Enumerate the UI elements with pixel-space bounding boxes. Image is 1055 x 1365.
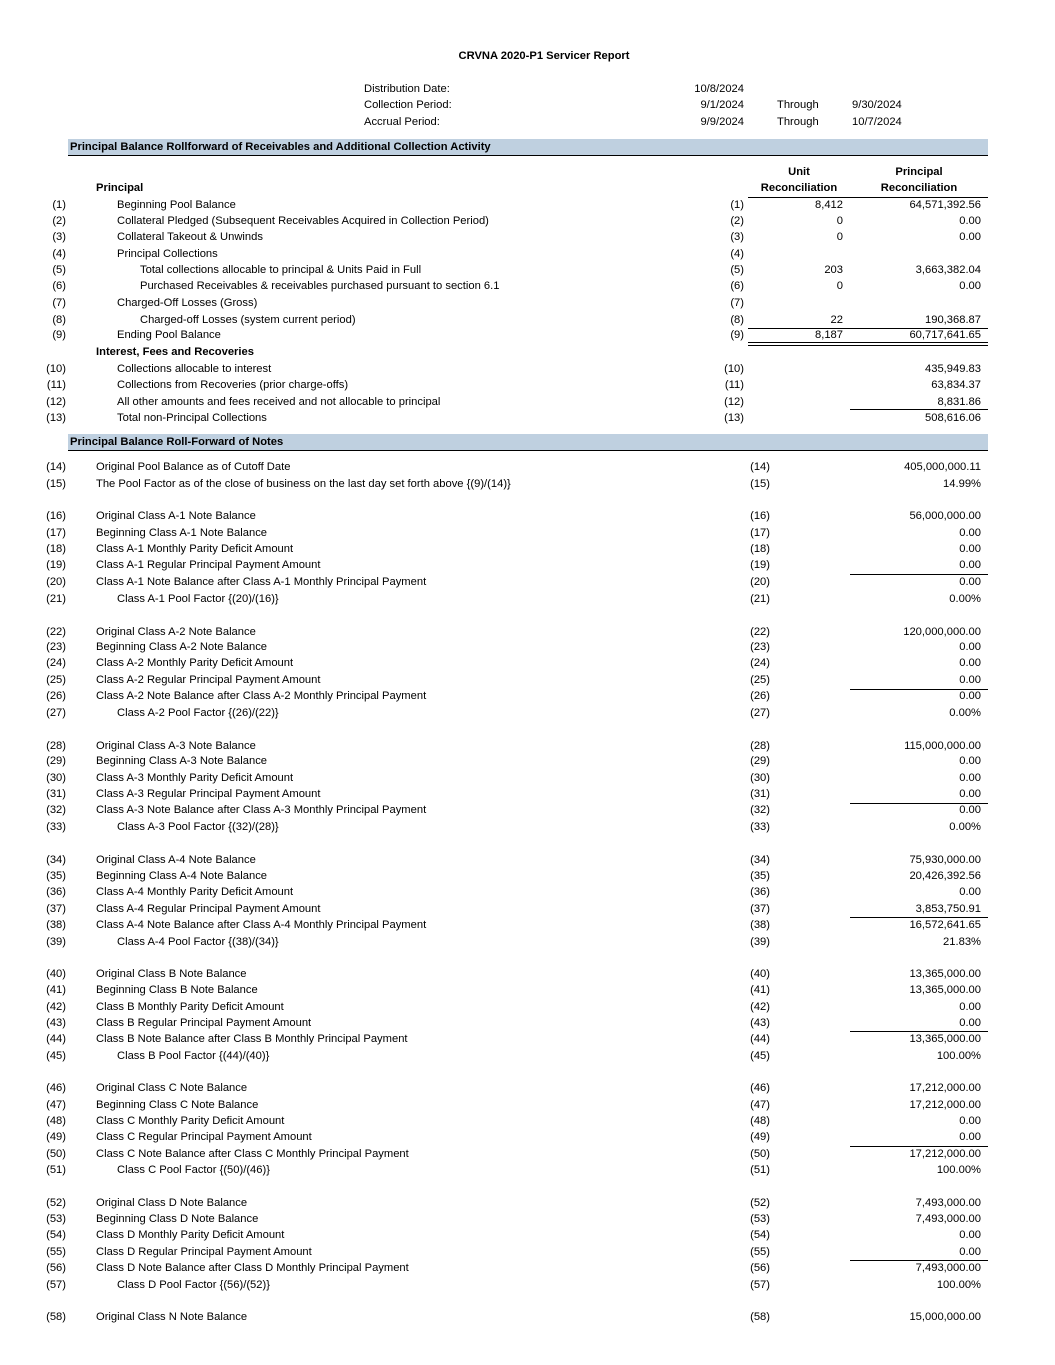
line-label: All other amounts and fees received and not allocable to principal [117, 396, 441, 408]
line-label: Class A-4 Regular Principal Payment Amount [96, 903, 321, 915]
line-number: (53) [46, 1213, 66, 1225]
collection-period-label: Collection Period: [364, 99, 452, 111]
line-ref: (16) [750, 510, 770, 522]
line-number: (36) [46, 886, 66, 898]
line-label: Original Class A-3 Note Balance [96, 740, 256, 752]
line-ref: (7) [730, 297, 744, 309]
line-label: Beginning Class A-1 Note Balance [96, 527, 268, 539]
line-label: Class B Monthly Parity Deficit Amount [96, 1001, 284, 1013]
line-label: Class A-1 Regular Principal Payment Amount [96, 559, 321, 571]
line-number: (42) [46, 1001, 66, 1013]
line-number: (50) [46, 1148, 66, 1160]
amount-value: 0.00 [959, 690, 981, 702]
distribution-date-label: Distribution Date: [364, 83, 450, 95]
principal-header-line1: Principal [895, 166, 943, 178]
class-total-rule-5 [850, 1146, 988, 1147]
amount-value: 17,212,000.00 [909, 1082, 981, 1094]
line-label: Collections allocable to interest [117, 363, 272, 375]
amount-value: 0.00 [959, 527, 981, 539]
amount-value: 0.00 [959, 755, 981, 767]
line-number: (43) [46, 1017, 66, 1029]
amount-value: 405,000,000.11 [904, 461, 981, 473]
line-number: (40) [46, 968, 66, 980]
principal-value: 190,368.87 [925, 314, 981, 326]
line-ref: (1) [730, 199, 744, 211]
amount-value: 0.00% [949, 593, 981, 605]
line-number: (54) [46, 1229, 66, 1241]
line-label: Class D Pool Factor {(56)/(52)} [117, 1279, 270, 1291]
line-label: Original Class A-4 Note Balance [96, 854, 256, 866]
line-number: (39) [46, 936, 66, 948]
line-label: Class A-4 Monthly Parity Deficit Amount [96, 886, 294, 898]
amount-value: 0.00 [959, 1131, 981, 1143]
line-ref: (58) [750, 1311, 770, 1323]
line-number: (16) [46, 510, 66, 522]
line-number: (58) [46, 1311, 66, 1323]
amount-value: 0.00 [959, 772, 981, 784]
line-label: Class A-2 Regular Principal Payment Amount [96, 674, 321, 686]
line-ref: (25) [750, 674, 770, 686]
amount-value: 120,000,000.00 [903, 626, 981, 638]
line-number: (18) [46, 543, 66, 555]
amount-value: 17,212,000.00 [909, 1148, 981, 1160]
line-ref: (48) [750, 1115, 770, 1127]
ending-balance-rule-double-2 [748, 345, 988, 346]
amount-value: 0.00 [959, 1001, 981, 1013]
line-ref: (5) [730, 264, 744, 276]
principal-group-label: Principal [96, 182, 144, 194]
line-label: Beginning Pool Balance [117, 199, 236, 211]
line-ref: (6) [730, 280, 744, 292]
line-ref: (36) [750, 886, 770, 898]
line-number: (9) [52, 329, 66, 341]
line-ref: (34) [750, 854, 770, 866]
line-number: (3) [52, 231, 66, 243]
line-label: Purchased Receivables & receivables purchased pursuant to section 6.1 [140, 280, 500, 292]
amount-value: 100.00% [936, 1050, 981, 1062]
amount-value: 115,000,000.00 [904, 740, 981, 752]
line-number: (25) [46, 674, 66, 686]
principal-value: 0.00 [959, 280, 981, 292]
amount-value: 14.99% [943, 478, 981, 490]
unit-value: 203 [824, 264, 843, 276]
line-number: (46) [46, 1082, 66, 1094]
line-ref: (9) [730, 329, 744, 341]
line-label: Charged-Off Losses (Gross) [117, 297, 258, 309]
line-ref: (39) [750, 936, 770, 948]
line-ref: (2) [730, 215, 744, 227]
line-label: Class D Note Balance after Class D Monthly Principal Payment [96, 1262, 409, 1274]
collection-through-label: Through [777, 99, 819, 111]
line-number: (1) [52, 199, 66, 211]
accrual-period-end: 10/7/2024 [852, 116, 902, 128]
collection-period-end: 9/30/2024 [852, 99, 902, 111]
line-number: (28) [46, 740, 66, 752]
line-label: Original Class A-1 Note Balance [96, 510, 256, 522]
line-label: Beginning Class D Note Balance [96, 1213, 259, 1225]
amount-value: 0.00 [959, 1246, 981, 1258]
line-ref: (54) [750, 1229, 770, 1241]
line-ref: (53) [750, 1213, 770, 1225]
amount-value: 0.00 [959, 1017, 981, 1029]
line-ref: (24) [750, 657, 770, 669]
line-label: Original Class N Note Balance [96, 1311, 248, 1323]
class-total-rule-0 [850, 574, 988, 575]
collection-period-start: 9/1/2024 [700, 99, 744, 111]
amount-value: 13,365,000.00 [909, 984, 981, 996]
accrual-period-label: Accrual Period: [364, 116, 440, 128]
section-header-notes [68, 434, 988, 451]
line-ref: (41) [750, 984, 770, 996]
line-label: Class B Regular Principal Payment Amount [96, 1017, 312, 1029]
line-label: Beginning Class C Note Balance [96, 1099, 259, 1111]
line-number: (19) [46, 559, 66, 571]
accrual-through-label: Through [777, 116, 819, 128]
unit-value: 0 [836, 280, 843, 292]
line-ref: (31) [750, 788, 770, 800]
line-label: Original Class B Note Balance [96, 968, 247, 980]
class-total-rule-3 [850, 917, 988, 918]
amount-value: 0.00 [959, 804, 981, 816]
line-number: (12) [46, 396, 66, 408]
line-label: Beginning Class A-3 Note Balance [96, 755, 268, 767]
line-number: (14) [46, 461, 66, 473]
principal-value: 63,834.37 [931, 379, 981, 391]
amount-value: 56,000,000.00 [909, 510, 981, 522]
line-label: Principal Collections [117, 248, 218, 260]
line-ref: (14) [750, 461, 770, 473]
line-ref: (42) [750, 1001, 770, 1013]
line-label: Class A-3 Monthly Parity Deficit Amount [96, 772, 294, 784]
class-total-rule-1 [850, 689, 988, 690]
line-ref: (3) [730, 231, 744, 243]
line-ref: (4) [730, 248, 744, 260]
class-total-rule-6 [850, 1260, 988, 1261]
line-label: Class C Pool Factor {(50)/(46)} [117, 1164, 270, 1176]
line-label: Collateral Takeout & Unwinds [117, 231, 263, 243]
line-label: Class C Note Balance after Class C Monthly Principal Payment [96, 1148, 409, 1160]
line-number: (13) [46, 412, 66, 424]
line-ref: (32) [750, 804, 770, 816]
line-number: (47) [46, 1099, 66, 1111]
line-ref: (21) [750, 593, 770, 605]
accrual-period-start: 9/9/2024 [700, 116, 744, 128]
line-number: (35) [46, 870, 66, 882]
unit-value: 0 [836, 215, 843, 227]
line-label: Class A-2 Monthly Parity Deficit Amount [96, 657, 294, 669]
class-total-rule-2 [850, 803, 988, 804]
principal-value: 0.00 [959, 215, 981, 227]
unit-value: 0 [836, 231, 843, 243]
line-label: Class A-1 Monthly Parity Deficit Amount [96, 543, 294, 555]
amount-value: 21.83% [943, 936, 981, 948]
line-label: Class A-4 Note Balance after Class A-4 Monthly Principal Payment [96, 919, 427, 931]
ending-balance-rule-top [748, 328, 988, 329]
line-ref: (51) [750, 1164, 770, 1176]
line-ref: (28) [750, 740, 770, 752]
amount-value: 0.00 [959, 674, 981, 686]
line-ref: (29) [750, 755, 770, 767]
line-number: (15) [46, 478, 66, 490]
amount-value: 0.00 [959, 1229, 981, 1241]
line-label: Class D Regular Principal Payment Amount [96, 1246, 312, 1258]
amount-value: 7,493,000.00 [915, 1213, 981, 1225]
line-ref: (10) [724, 363, 744, 375]
line-number: (2) [52, 215, 66, 227]
line-ref: (33) [750, 821, 770, 833]
line-ref: (55) [750, 1246, 770, 1258]
line-ref: (43) [750, 1017, 770, 1029]
line-number: (11) [46, 379, 66, 391]
amount-value: 13,365,000.00 [909, 1033, 981, 1045]
line-number: (10) [46, 363, 66, 375]
line-ref: (22) [750, 626, 770, 638]
line-number: (37) [46, 903, 66, 915]
class-total-rule-4 [850, 1031, 988, 1032]
ending-balance-rule-double-1 [748, 342, 988, 343]
line-ref: (37) [750, 903, 770, 915]
line-ref: (13) [724, 412, 744, 424]
amount-value: 0.00 [959, 543, 981, 555]
principal-header-line2: Reconciliation [880, 182, 958, 194]
line-number: (38) [46, 919, 66, 931]
section-header-receivables-text: Principal Balance Rollforward of Receivables and Additional Collection Activity [70, 141, 491, 153]
principal-value: 508,616.06 [925, 412, 981, 424]
line-label: Collateral Pledged (Subsequent Receivables Acquired in Collection Period) [117, 215, 489, 227]
line-number: (49) [46, 1131, 66, 1143]
line-ref: (45) [750, 1050, 770, 1062]
line-ref: (57) [750, 1279, 770, 1291]
line-label: Beginning Class A-2 Note Balance [96, 641, 268, 653]
line-number: (48) [46, 1115, 66, 1127]
amount-value: 15,000,000.00 [909, 1311, 981, 1323]
line-label: Total collections allocable to principal & Units Paid in Full [140, 264, 422, 276]
line-number: (23) [46, 641, 66, 653]
line-label: Charged-off Losses (system current period) [140, 314, 356, 326]
amount-value: 0.00 [959, 1115, 981, 1127]
line-number: (17) [46, 527, 66, 539]
line-label: Class A-4 Pool Factor {(38)/(34)} [117, 936, 279, 948]
line-ref: (35) [750, 870, 770, 882]
line-ref: (23) [750, 641, 770, 653]
line-number: (32) [46, 804, 66, 816]
line-label: Beginning Class B Note Balance [96, 984, 258, 996]
amount-value: 75,930,000.00 [909, 854, 981, 866]
principal-value: 435,949.83 [925, 363, 981, 375]
line-label: Class B Note Balance after Class B Monthly Principal Payment [96, 1033, 408, 1045]
line-ref: (50) [750, 1148, 770, 1160]
line-ref: (27) [750, 707, 770, 719]
line-number: (57) [46, 1279, 66, 1291]
line-number: (26) [46, 690, 66, 702]
line-number: (5) [52, 264, 66, 276]
interest-group-label: Interest, Fees and Recoveries [96, 346, 254, 358]
line-number: (27) [46, 707, 66, 719]
line-label: Collections from Recoveries (prior charge-offs) [117, 379, 349, 391]
line-label: Beginning Class A-4 Note Balance [96, 870, 268, 882]
line-ref: (40) [750, 968, 770, 980]
line-label: Class A-2 Pool Factor {(26)/(22)} [117, 707, 279, 719]
amount-value: 20,426,392.56 [909, 870, 981, 882]
amount-value: 0.00% [949, 707, 981, 719]
line-label: Class C Regular Principal Payment Amount [96, 1131, 312, 1143]
line-number: (45) [46, 1050, 66, 1062]
unit-header-line2: Reconciliation [760, 182, 838, 194]
line-label: Original Class A-2 Note Balance [96, 626, 256, 638]
line-label: Class A-1 Pool Factor {(20)/(16)} [117, 593, 279, 605]
line-label: Original Class D Note Balance [96, 1197, 248, 1209]
line-number: (51) [46, 1164, 66, 1176]
amount-value: 100.00% [936, 1164, 981, 1176]
amount-value: 0.00 [959, 559, 981, 571]
line-ref: (17) [750, 527, 770, 539]
line-ref: (8) [730, 314, 744, 326]
line-ref: (18) [750, 543, 770, 555]
principal-value: 60,717,641.65 [909, 329, 981, 341]
line-ref: (49) [750, 1131, 770, 1143]
line-number: (31) [46, 788, 66, 800]
amount-value: 100.00% [936, 1279, 981, 1291]
unit-header-line1: Unit [788, 166, 810, 178]
line-ref: (52) [750, 1197, 770, 1209]
amount-value: 3,853,750.91 [915, 903, 981, 915]
unit-value: 8,187 [815, 329, 843, 341]
line-ref: (19) [750, 559, 770, 571]
line-number: (56) [46, 1262, 66, 1274]
line-number: (24) [46, 657, 66, 669]
line-number: (55) [46, 1246, 66, 1258]
amount-value: 16,572,641.65 [909, 919, 981, 931]
amount-value: 0.00 [959, 657, 981, 669]
line-label: Ending Pool Balance [117, 329, 221, 341]
line-label: Class A-1 Note Balance after Class A-1 Monthly Principal Payment [96, 576, 427, 588]
amount-value: 0.00% [949, 821, 981, 833]
line-label: Class A-3 Pool Factor {(32)/(28)} [117, 821, 279, 833]
report-title: CRVNA 2020-P1 Servicer Report [458, 50, 630, 62]
line-ref: (15) [750, 478, 770, 490]
section-header-notes-text: Principal Balance Roll-Forward of Notes [70, 436, 284, 448]
amount-value: 17,212,000.00 [909, 1099, 981, 1111]
unit-value: 22 [830, 314, 843, 326]
line-label: Class C Monthly Parity Deficit Amount [96, 1115, 285, 1127]
line-ref: (46) [750, 1082, 770, 1094]
line-number: (33) [46, 821, 66, 833]
principal-value: 8,831.86 [937, 396, 981, 408]
line-ref: (12) [724, 396, 744, 408]
unit-value: 8,412 [815, 199, 843, 211]
line-number: (4) [52, 248, 66, 260]
line-ref: (30) [750, 772, 770, 784]
line-number: (21) [46, 593, 66, 605]
line-number: (7) [52, 297, 66, 309]
line-number: (30) [46, 772, 66, 784]
line-number: (29) [46, 755, 66, 767]
line-ref: (38) [750, 919, 770, 931]
principal-value: 0.00 [959, 231, 981, 243]
section-header-receivables [68, 139, 988, 156]
line-number: (34) [46, 854, 66, 866]
line-ref: (26) [750, 690, 770, 702]
line-ref: (11) [724, 379, 744, 391]
line-ref: (47) [750, 1099, 770, 1111]
amount-value: 0.00 [959, 788, 981, 800]
line-label: Original Pool Balance as of Cutoff Date [96, 461, 291, 473]
line-label: Original Class C Note Balance [96, 1082, 248, 1094]
line-number: (22) [46, 626, 66, 638]
principal-value: 3,663,382.04 [915, 264, 981, 276]
line-label: Class D Monthly Parity Deficit Amount [96, 1229, 285, 1241]
distribution-date: 10/8/2024 [694, 83, 744, 95]
line-number: (52) [46, 1197, 66, 1209]
line-label: Class A-3 Note Balance after Class A-3 Monthly Principal Payment [96, 804, 427, 816]
line-number: (41) [46, 984, 66, 996]
line-label: The Pool Factor as of the close of business on the last day set forth above {(9)/(14)} [96, 478, 511, 490]
amount-value: 7,493,000.00 [915, 1197, 981, 1209]
line-label: Class B Pool Factor {(44)/(40)} [117, 1050, 270, 1062]
principal-value: 64,571,392.56 [909, 199, 981, 211]
line-ref: (20) [750, 576, 770, 588]
line-label: Total non-Principal Collections [117, 412, 267, 424]
non-principal-total-rule [850, 409, 988, 410]
line-number: (44) [46, 1033, 66, 1045]
line-label: Class A-2 Note Balance after Class A-2 Monthly Principal Payment [96, 690, 427, 702]
amount-value: 0.00 [959, 886, 981, 898]
line-number: (6) [52, 280, 66, 292]
line-ref: (44) [750, 1033, 770, 1045]
line-label: Class A-3 Regular Principal Payment Amount [96, 788, 321, 800]
amount-value: 13,365,000.00 [909, 968, 981, 980]
amount-value: 0.00 [959, 576, 981, 588]
line-number: (20) [46, 576, 66, 588]
line-ref: (56) [750, 1262, 770, 1274]
line-number: (8) [52, 314, 66, 326]
amount-value: 0.00 [959, 641, 981, 653]
amount-value: 7,493,000.00 [915, 1262, 981, 1274]
